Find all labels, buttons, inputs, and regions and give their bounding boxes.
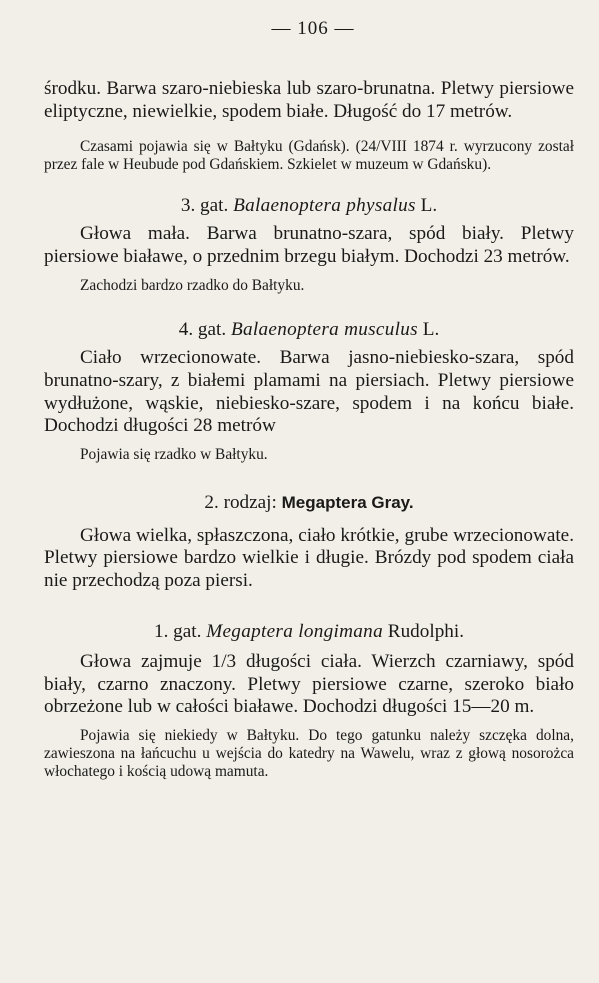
paragraph-occurrence-note: Czasami pojawia się w Bałtyku (Gdańsk). (24/VIII 1874 r. wyrzucony został przez fale w Heubude pod Gdańskiem. Szkielet w muzeum w Gdańsku). bbox=[44, 138, 574, 174]
page bbox=[44, 18, 574, 782]
paragraph-continuation: środku. Barwa szaro-niebieska lub szaro-brunatna. Pletwy piersiowe eliptyczne, niewielkie, spodem białe. Długość do 17 metrów. bbox=[44, 78, 574, 122]
genus-heading-megaptera bbox=[44, 492, 574, 515]
species-name: Balaenoptera musculus bbox=[230, 318, 418, 340]
species-heading-physalus bbox=[44, 195, 574, 218]
species-name: Balaenoptera physalus bbox=[233, 194, 416, 216]
species-author: Rudolphi. bbox=[387, 620, 465, 642]
genus-description: Głowa wielka, spłaszczona, ciało krótkie, grube wrzecionowate. Pletwy piersiowe bardzo wielkie i długie. Brózdy pod spodem ciała nie przechodzą poza piersi. bbox=[44, 524, 574, 591]
species-description: Głowa zajmuje 1/3 długości ciała. Wierzch czarniawy, spód biały, czarno znaczony. Pletwy piersiowe czarne, szeroko biało obrzeżone lub w całości białawe. Dochodzi długości 15—20 m. bbox=[44, 651, 574, 718]
species-note: Pojawia się rzadko w Bałtyku. bbox=[80, 445, 268, 463]
species-heading-longimana bbox=[44, 621, 574, 644]
species-note: Zachodzi bardzo rzadko do Bałtyku. bbox=[80, 276, 305, 294]
species-author: L. bbox=[420, 194, 438, 216]
species-number: 3. gat. bbox=[180, 194, 229, 216]
species-name: Megaptera longimana bbox=[206, 620, 383, 642]
page-number: — 106 — bbox=[271, 18, 355, 39]
genus-name: Megaptera Gray. bbox=[281, 493, 414, 513]
genus-number: 2. rodzaj: bbox=[204, 492, 277, 514]
species-number: 1. gat. bbox=[153, 620, 202, 642]
species-heading-musculus bbox=[44, 319, 574, 342]
species-number: 4. gat. bbox=[178, 318, 227, 340]
species-author: L. bbox=[422, 318, 440, 340]
species-note: Pojawia się niekiedy w Bałtyku. Do tego gatunku należy szczęka dolna, zawieszona na łańcuchu u wejścia do katedry na Wawelu, wraz z głową nosorożca włochatego i kością udową mamuta. bbox=[44, 726, 574, 781]
species-description: Głowa mała. Barwa brunatno-szara, spód biały. Pletwy piersiowe białawe, o przednim brzegu białym. Dochodzi 23 metrów. bbox=[44, 223, 574, 267]
species-description: Ciało wrzecionowate. Barwa jasno-niebiesko-szara, spód brunatno-szary, z białemi plamami na piersiach. Pletwy piersiowe wydłużone, wąskie, niebiesko-szare, spodem i na końcu białe. Dochodzi długości 28 metrów bbox=[44, 347, 574, 437]
